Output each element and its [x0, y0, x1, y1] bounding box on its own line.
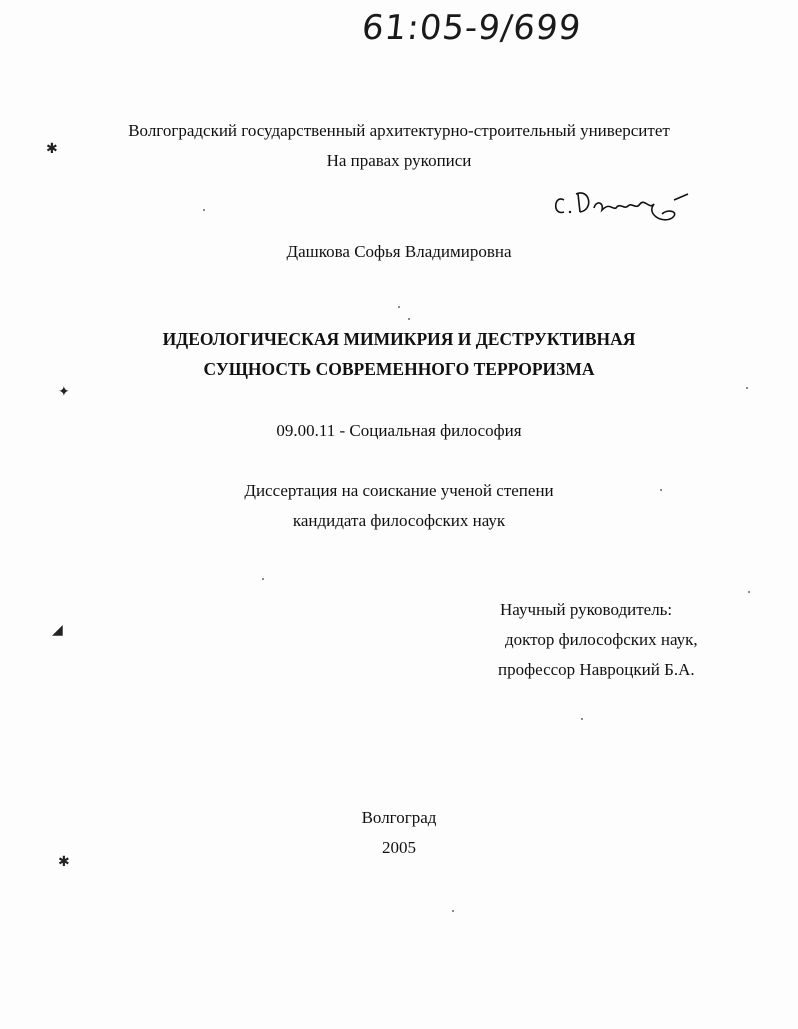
title-line-1: ИДЕОЛОГИЧЕСКАЯ МИМИКРИЯ И ДЕСТРУКТИВНАЯ: [162, 329, 636, 349]
university-name: Волгоградский государственный архитектурно-строительный университет: [128, 121, 670, 140]
specialty-code: 09.00.11 - Социальная философия: [276, 421, 522, 440]
degree-line-2: кандидата философских наук: [292, 511, 506, 530]
scan-dot: [581, 718, 583, 720]
scan-mark-4: ✱: [58, 854, 70, 870]
scan-dot: [746, 387, 748, 389]
supervisor-degree: доктор философских наук,: [505, 630, 698, 649]
title-line-2: СУЩНОСТЬ СОВРЕМЕННОГО ТЕРРОРИЗМА: [203, 359, 595, 379]
scan-mark-2: ✦: [58, 384, 70, 400]
scan-dot: [452, 910, 454, 912]
city: Волгоград: [361, 808, 437, 827]
scan-dot: [660, 489, 662, 491]
scan-dot: [408, 318, 410, 320]
scan-mark-3: ◢: [52, 622, 63, 638]
archive-code: 61:05-9/699: [359, 8, 584, 48]
supervisor-heading: Научный руководитель:: [500, 600, 673, 619]
manuscript-rights: На правах рукописи: [326, 151, 472, 170]
year: 2005: [382, 838, 416, 857]
supervisor-name: профессор Навроцкий Б.А.: [498, 660, 695, 679]
scan-dot: [203, 209, 205, 211]
degree-line-1: Диссертация на соискание ученой степени: [244, 481, 554, 500]
scan-dot: [398, 306, 400, 308]
scan-mark-1: ✱: [46, 141, 58, 157]
scan-dot: [262, 578, 264, 580]
scan-dot: [748, 591, 750, 593]
author-name: Дашкова Софья Владимировна: [286, 242, 512, 261]
signature-image: [550, 180, 700, 240]
